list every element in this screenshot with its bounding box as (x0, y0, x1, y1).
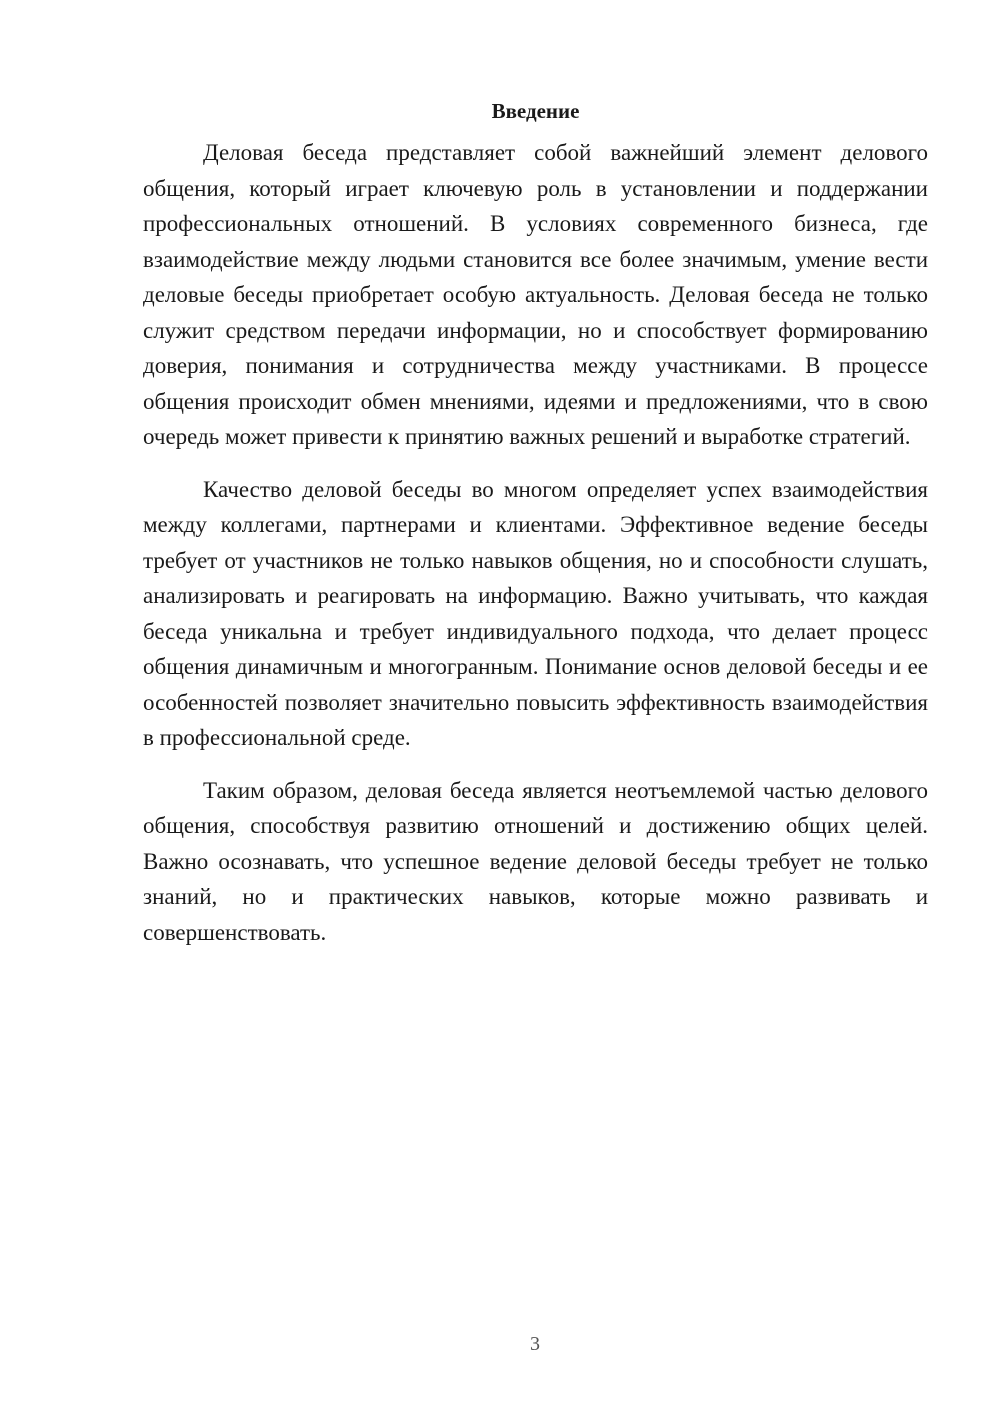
page-content (143, 93, 928, 967)
page-title: Введение (491, 99, 580, 123)
paragraph-3: Таким образом, деловая беседа является неотъемлемой частью делового общения, способствуя развитию отношений и достижению общих целей. Важно осознавать, что успешное ведение деловой беседы требует не только знаний, но и практических навыков, которые можно развивать и совершенствовать. (143, 777, 928, 945)
paragraph-2: Качество деловой беседы во многом определяет успех взаимодействия между коллегами, партнерами и клиентами. Эффективное ведение беседы требует от участников не только навыков общения, но и способности слушать, анализировать и реагировать на информацию. Важно учитывать, что каждая беседа уникальна и требует индивидуального подхода, что делает процесс общения динамичным и многогранным. Понимание основ деловой беседы и ее особенностей позволяет значительно повысить эффективность взаимодействия в профессиональной среде. (143, 476, 928, 750)
paragraph-1: Деловая беседа представляет собой важнейший элемент делового общения, который играет ключевую роль в установлении и поддержании профессиональных отношений. В условиях современного бизнеса, где взаимодействие между людьми становится все более значимым, умение вести деловые беседы приобретает особую актуальность. Деловая беседа не только служит средством передачи информации, но и способствует формированию доверия, понимания и сотрудничества между участниками. В процессе общения происходит обмен мнениями, идеями и предложениями, что в свою очередь может привести к принятию важных решений и выработке стратегий. (143, 140, 928, 449)
page-number: 3 (530, 1333, 540, 1355)
